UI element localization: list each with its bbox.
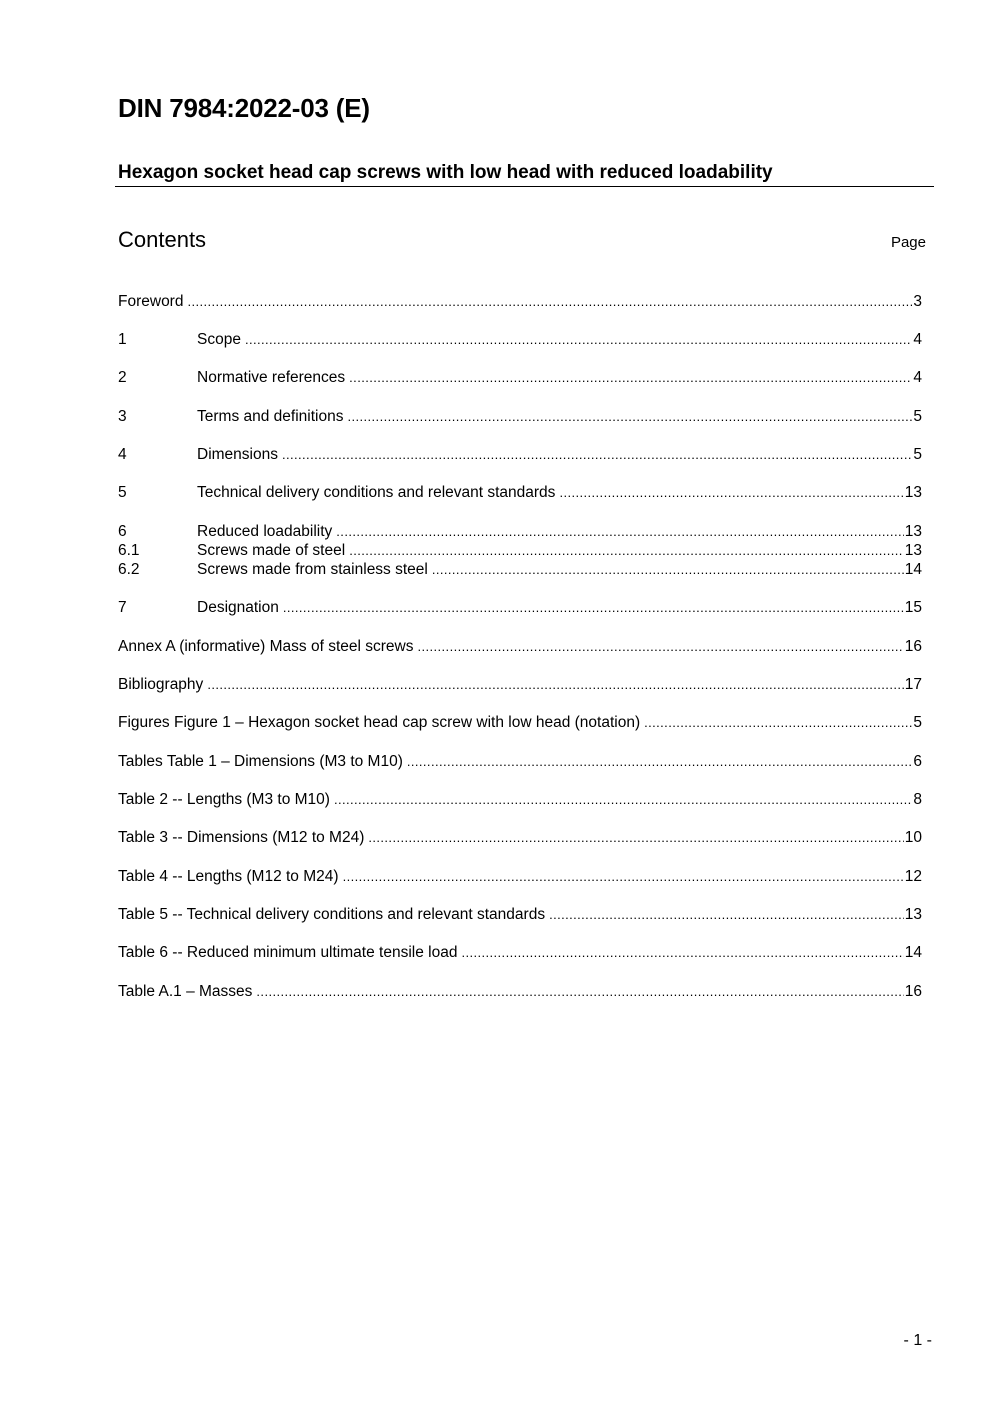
- toc-entry-text: Screws made of steel: [197, 542, 346, 559]
- toc-entry-page: 5: [913, 408, 922, 425]
- toc-entry-text: Technical delivery conditions and relevant standards: [197, 484, 556, 501]
- toc-entry-foreword[interactable]: [118, 292, 922, 312]
- toc-entry-page: 10: [904, 829, 922, 846]
- toc-entry-page: 15: [904, 599, 922, 616]
- toc-entry-table-6[interactable]: [118, 943, 922, 963]
- toc-entry-text: Designation: [197, 599, 279, 616]
- toc-leader-dots: [187, 292, 912, 312]
- toc-entry-number: 2: [118, 369, 127, 386]
- page-number: - 1 -: [903, 1332, 932, 1349]
- toc-leader-dots: [207, 675, 903, 695]
- toc-entry-page: 16: [904, 983, 922, 1000]
- toc-leader-dots: [644, 713, 912, 733]
- toc-leader-dots: [334, 790, 912, 810]
- toc-entry-table-2[interactable]: [118, 790, 922, 810]
- toc-entry-page: 3: [913, 293, 922, 310]
- toc-entry-number: 5: [118, 484, 127, 501]
- contents-heading: Contents: [118, 227, 207, 252]
- toc-entry-page: 6: [913, 753, 922, 770]
- toc-leader-dots: [349, 541, 904, 561]
- toc-leader-dots: [461, 943, 903, 963]
- toc-entry-bibliography[interactable]: [118, 675, 922, 695]
- toc-entry-text: Table 5 -- Technical delivery conditions and relevant standards: [118, 906, 546, 923]
- toc-entry-page: 12: [904, 868, 922, 885]
- toc-entry-page: 4: [913, 369, 922, 386]
- toc-entry-terms-definitions[interactable]: [118, 407, 922, 427]
- toc-entry-number: 7: [118, 599, 127, 616]
- toc-leader-dots: [283, 598, 904, 618]
- toc-leader-dots: [549, 905, 904, 925]
- toc-entry-text: Table 6 -- Reduced minimum ultimate tensile load: [118, 944, 458, 961]
- toc-entry-text: Table 4 -- Lengths (M12 to M24): [118, 868, 339, 885]
- toc-entry-reduced-loadability[interactable]: [118, 522, 922, 542]
- toc-leader-dots: [417, 637, 903, 657]
- toc-entry-page: 5: [913, 446, 922, 463]
- toc-entry-dimensions[interactable]: [118, 445, 922, 465]
- toc-entry-text: Normative references: [197, 369, 346, 386]
- toc-entry-annex-a[interactable]: [118, 637, 922, 657]
- toc-leader-dots: [432, 560, 904, 580]
- toc-entry-table-3[interactable]: [118, 828, 922, 848]
- toc-leader-dots: [407, 752, 913, 772]
- toc-entry-screws-steel[interactable]: [118, 541, 922, 561]
- toc-leader-dots: [349, 368, 912, 388]
- document-title: Hexagon socket head cap screws with low head with reduced loadability: [118, 162, 773, 183]
- toc-entry-table-4[interactable]: [118, 867, 922, 887]
- page-column-label: Page: [890, 234, 926, 251]
- toc-entry-text: Table 3 -- Dimensions (M12 to M24): [118, 829, 365, 846]
- toc-entry-text: Figures Figure 1 – Hexagon socket head cap screw with low head (notation): [118, 714, 641, 731]
- toc-entry-page: 16: [904, 638, 922, 655]
- toc-leader-dots: [256, 982, 903, 1002]
- toc-leader-dots: [336, 522, 903, 542]
- toc-entry-designation[interactable]: [118, 598, 922, 618]
- toc-entry-number: 1: [118, 331, 127, 348]
- toc-entry-scope[interactable]: [118, 330, 922, 350]
- document-id: DIN 7984:2022-03 (E): [118, 93, 370, 123]
- toc-entry-page: 13: [904, 523, 922, 540]
- toc-entry-text: Reduced loadability: [197, 523, 333, 540]
- toc-entry-text: Screws made from stainless steel: [197, 561, 428, 578]
- toc-entry-text: Bibliography: [118, 676, 204, 693]
- toc-entry-number: 4: [118, 446, 127, 463]
- toc-entry-screws-stainless[interactable]: [118, 560, 922, 580]
- toc-entry-text: Dimensions: [197, 446, 278, 463]
- toc-entry-page: 5: [913, 714, 922, 731]
- toc-entry-normative-references[interactable]: [118, 368, 922, 388]
- toc-entry-page: 17: [904, 676, 922, 693]
- toc-entry-page: 13: [904, 484, 922, 501]
- toc-entry-page: 4: [913, 331, 922, 348]
- toc-entry-page: 8: [913, 791, 922, 808]
- toc-entry-table-1[interactable]: [118, 752, 922, 772]
- toc-entry-number: 3: [118, 408, 127, 425]
- toc-leader-dots: [347, 407, 912, 427]
- title-underline: [115, 186, 934, 187]
- toc-entry-text: Foreword: [118, 293, 184, 310]
- toc-entry-table-5[interactable]: [118, 905, 922, 925]
- toc-entry-text: Scope: [197, 331, 241, 348]
- toc-entry-technical-delivery[interactable]: [118, 483, 922, 503]
- toc-entry-text: Terms and definitions: [197, 408, 344, 425]
- toc-entry-page: 14: [904, 561, 922, 578]
- toc-entry-number: 6.2: [118, 561, 140, 578]
- toc-entry-figure-1[interactable]: [118, 713, 922, 733]
- toc-leader-dots: [282, 445, 912, 465]
- toc-entry-text: Tables Table 1 – Dimensions (M3 to M10): [118, 753, 403, 770]
- toc-entry-number: 6.1: [118, 542, 140, 559]
- toc-leader-dots: [343, 867, 904, 887]
- toc-leader-dots: [245, 330, 912, 350]
- toc-leader-dots: [559, 483, 903, 503]
- toc-leader-dots: [368, 828, 903, 848]
- toc-entry-text: Table 2 -- Lengths (M3 to M10): [118, 791, 330, 808]
- toc-entry-page: 13: [904, 542, 922, 559]
- toc-entry-table-a1[interactable]: [118, 982, 922, 1002]
- toc-entry-page: 14: [904, 944, 922, 961]
- toc-entry-page: 13: [904, 906, 922, 923]
- toc-entry-text: Annex A (informative) Mass of steel screws: [118, 638, 414, 655]
- toc-entry-number: 6: [118, 523, 127, 540]
- toc-entry-text: Table A.1 – Masses: [118, 983, 253, 1000]
